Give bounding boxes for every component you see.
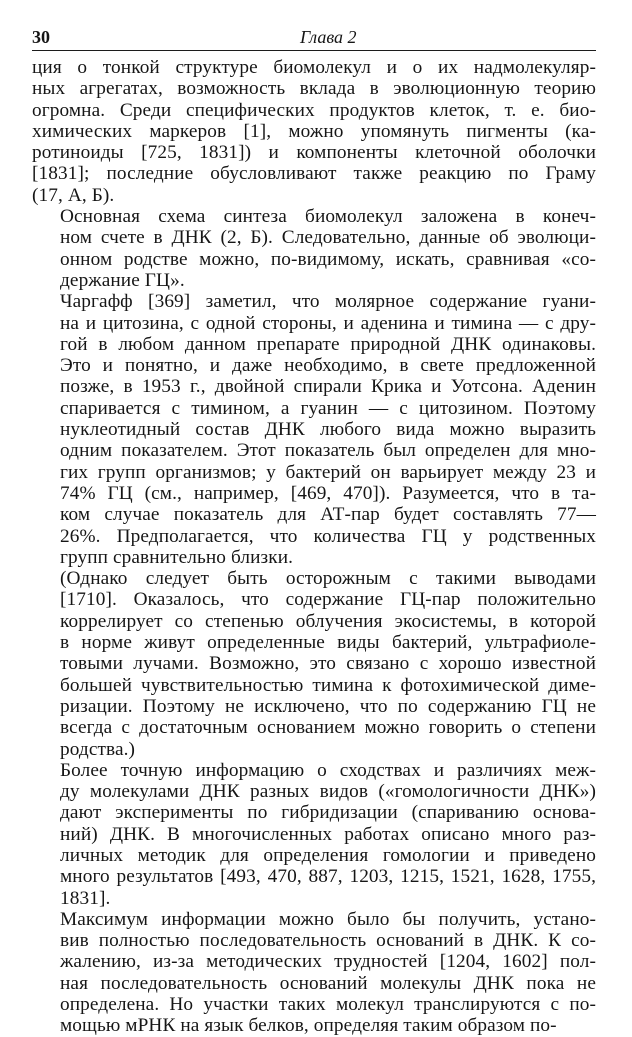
text-line: личных методик для определения гомологии и приведено xyxy=(60,844,596,866)
body-text xyxy=(32,57,596,1037)
text-line: ротиноиды [725, 1831]) и компоненты клеточной оболочки xyxy=(32,142,596,164)
text-line: 26%. Предполагается, что количества ГЦ у родственных xyxy=(60,525,596,547)
chapter-title: Глава 2 xyxy=(300,27,357,47)
text-line: товыми лучами. Возможно, это связано с хорошо известной xyxy=(60,653,596,675)
text-line: ний) ДНК. В многочисленных работах описано много раз- xyxy=(60,823,596,845)
text-line: ду молекулами ДНК разных видов («гомологичности ДНК») xyxy=(60,781,596,803)
text-line: групп сравнительно близки. xyxy=(60,546,294,568)
text-line: (Однако следует быть осторожным с такими выводами xyxy=(60,568,596,590)
text-line: ция о тонкой структуре биомолекул и о их надмолекуляр- xyxy=(32,57,596,78)
text-line: всегда с достаточным основанием можно говорить о степени xyxy=(60,717,596,739)
text-line: химических маркеров [1], можно упомянуть пигменты (ка- xyxy=(32,120,596,142)
paragraph xyxy=(32,291,596,568)
paragraph xyxy=(32,568,596,760)
text-line: 1831]. xyxy=(60,887,111,909)
text-line: гой в любом данном препарате природной ДНК одинаковы. xyxy=(60,333,596,355)
text-line: большей чувствительностью тимина к фотохимической диме- xyxy=(60,674,596,696)
paragraph xyxy=(32,206,596,291)
text-line: держание ГЦ». xyxy=(60,269,185,291)
text-line: коррелирует со степенью облучения экосистемы, в которой xyxy=(60,610,596,632)
text-line: нуклеотидный состав ДНК любого вида можно выразить xyxy=(60,419,596,441)
text-line: ная последовательность оснований молекулы ДНК пока не xyxy=(60,972,596,994)
text-line: Основная схема синтеза биомолекул заложена в конеч- xyxy=(60,206,596,228)
text-line: (17, А, Б). xyxy=(32,184,115,206)
text-line: 74% ГЦ (см., например, [469, 470]). Разумеется, что в та- xyxy=(60,482,596,504)
text-line: спаривается с тимином, а гуанин — с цитозином. Поэтому xyxy=(60,397,596,419)
text-line: в норме живут определенные виды бактерий, ультрафиоле- xyxy=(60,632,596,654)
text-line: ком случае показатель для АТ-пар будет составлять 77— xyxy=(60,504,596,526)
text-line: вив полностью последовательность оснований в ДНК. К со- xyxy=(60,930,596,952)
text-line: [1831]; последние обусловливают также реакцию по Граму xyxy=(32,163,596,185)
page-number: 30 xyxy=(32,27,50,47)
text-line: определена. Но участки таких молекул транслируются с по- xyxy=(60,994,596,1016)
text-line: позже, в 1953 г., двойной спирали Крика и Уотсона. Аденин xyxy=(60,376,596,398)
text-line: онном родстве можно, по-видимому, искать, сравнивая «со- xyxy=(60,248,596,270)
text-line: дают эксперименты по гибридизации (спариванию основа- xyxy=(60,802,596,824)
text-line: много результатов [493, 470, 887, 1203, 1215, 1521, 1628, 1755, xyxy=(60,866,596,888)
text-line: Чаргафф [369] заметил, что молярное содержание гуани- xyxy=(60,291,596,313)
text-line: Это и понятно, и даже необходимо, в свете предложенной xyxy=(60,355,596,377)
text-line: мощью мРНК на язык белков, определяя таким образом по- xyxy=(60,1015,557,1037)
paragraph xyxy=(32,909,596,1037)
text-line: [1710]. Оказалось, что содержание ГЦ-пар положительно xyxy=(60,589,596,611)
paragraph xyxy=(32,760,596,909)
running-header xyxy=(32,26,596,51)
text-line: Более точную информацию о сходствах и различиях меж- xyxy=(60,759,596,781)
text-line: жалению, из-за методических трудностей [1204, 1602] пол- xyxy=(60,951,596,973)
text-line: огромна. Среди специфических продуктов клеток, т. е. био- xyxy=(32,99,596,121)
text-line: родства.) xyxy=(60,738,136,760)
text-line: ном счете в ДНК (2, Б). Следовательно, данные об эволюци- xyxy=(60,227,596,249)
book-page xyxy=(32,26,596,1037)
text-line: гих групп организмов; у бактерий он варьирует между 23 и xyxy=(60,461,596,483)
text-line: одним показателем. Этот показатель был определен для мно- xyxy=(60,440,596,462)
text-line: Максимум информации можно было бы получить, устано- xyxy=(60,908,596,930)
text-line: на и цитозина, с одной стороны, и аденина и тимина — с дру- xyxy=(60,312,596,334)
text-line: ных агрегатах, возможность вклада в эволюционную теорию xyxy=(32,78,596,100)
paragraph xyxy=(32,57,596,206)
text-line: ризации. Поэтому не исключено, что по содержанию ГЦ не xyxy=(60,695,596,717)
